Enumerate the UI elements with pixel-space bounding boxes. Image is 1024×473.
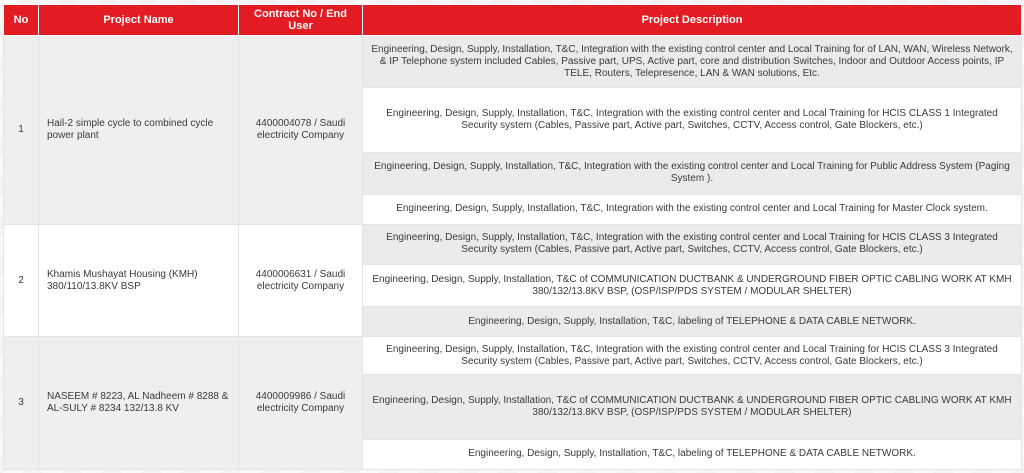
project-description: Engineering, Design, Supply, Installation, T&C, Integration with the existing control center and Local Training for HCIS CLASS 3 Integrated Security system (Cables, Passive part, Active part, Switches, CCTV, Access control, Gate Blockers, etc.) (363, 224, 1022, 264)
project-description: Engineering, Design, Supply, Installation, T&C, Integration with the existing control center and Local Training for HCIS CLASS 3 Integrated Security system (Cables, Passive part, Active part, Switches, CCTV, Access control, Gate Blockers, etc.) (363, 337, 1022, 375)
table-row (4, 36, 1022, 88)
table-header-row (4, 5, 1022, 36)
project-no: 2 (4, 224, 39, 336)
project-contract: 4400006631 / Saudi electricity Company (239, 224, 363, 336)
project-description: Engineering, Design, Supply, Installation, T&C, Integration with the existing control center and Local Training for of LAN, WAN, Wireless Network, & IP Telephone system included Cables, Passive part, UPS, Active part, core and distribution Switches, Indoor and Outdoor Access points, IP TELE, Routers, Telepresence, LAN & WAN solutions, Etc. (363, 36, 1022, 88)
project-description: Engineering, Design, Supply, Installation, T&C of COMMUNICATION DUCTBANK & UNDERGROUND FIBER OPTIC CABLING WORK AT KMH 380/132/13.8KV BSP, (OSP/ISP/PDS SYSTEM / MODULAR SHELTER) (363, 265, 1022, 307)
project-name: NASEEM # 8223, AL Nadheem # 8288 & AL-SULY # 8234 132/13.8 KV (39, 337, 239, 470)
project-description: Engineering, Design, Supply, Installation, T&C, Integration with the existing control center and Local Training for HCIS CLASS 1 Integrated Security system (Cables, Passive part, Active part, Switches, CCTV, Access control, Gate Blockers, etc.) (363, 88, 1022, 152)
table-row (4, 337, 1022, 375)
project-description: Engineering, Design, Supply, Installation, T&C, labeling of TELEPHONE & DATA CABLE NETWORK. (363, 307, 1022, 337)
table-row (4, 224, 1022, 264)
project-no: 3 (4, 337, 39, 470)
project-description: Engineering, Design, Supply, Installation, T&C, labeling of TELEPHONE & DATA CABLE NETWORK. (363, 439, 1022, 469)
project-no: 1 (4, 36, 39, 225)
project-description: Engineering, Design, Supply, Installation, T&C, Integration with the existing control center and Local Training for Master Clock system. (363, 194, 1022, 224)
project-name: Khamis Mushayat Housing (KMH) 380/110/13.8KV BSP (39, 224, 239, 336)
project-description: Engineering, Design, Supply, Installation, T&C, Integration with the existing control center and Local Training for Public Address System (Paging System ). (363, 152, 1022, 194)
header-contract: Contract No / End User (239, 5, 363, 36)
project-description: Engineering, Design, Supply, Installation, T&C of COMMUNICATION DUCTBANK & UNDERGROUND FIBER OPTIC CABLING WORK AT KMH 380/132/13.8KV BSP, (OSP/ISP/PDS SYSTEM / MODULAR SHELTER) (363, 375, 1022, 439)
projects-table (3, 4, 1022, 470)
header-project-description: Project Description (363, 5, 1022, 36)
project-contract: 4400004078 / Saudi electricity Company (239, 36, 363, 225)
header-project-name: Project Name (39, 5, 239, 36)
project-contract: 4400009986 / Saudi electricity Company (239, 337, 363, 470)
header-no: No (4, 5, 39, 36)
project-name: Hail-2 simple cycle to combined cycle power plant (39, 36, 239, 225)
